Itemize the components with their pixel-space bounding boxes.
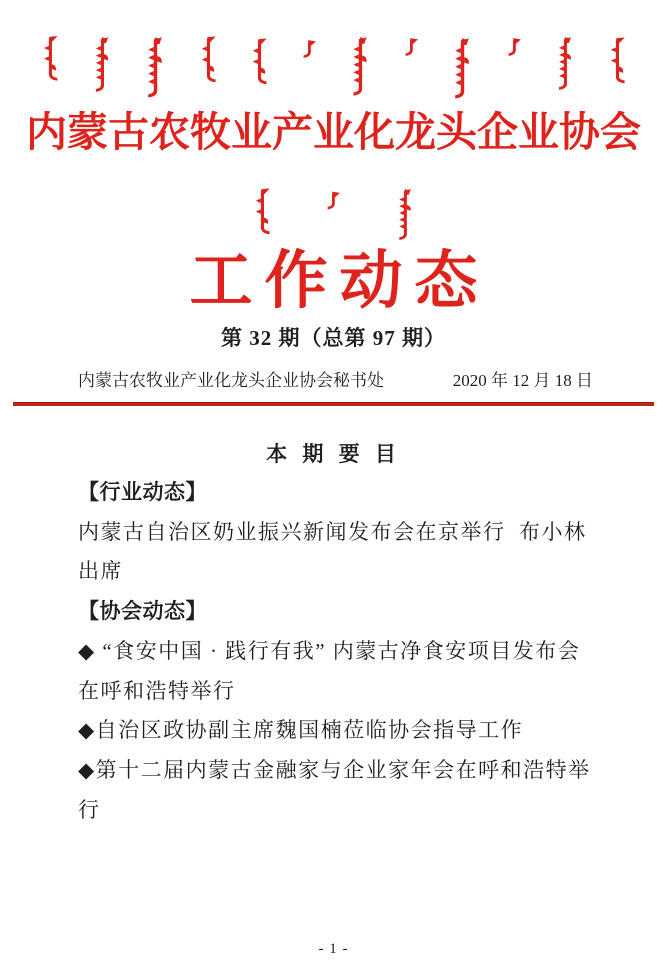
mongolian-glyph-icon [91,36,113,94]
toc-item: ◆第十二届内蒙古金融家与企业家年会在呼和浩特举行 [78,757,591,822]
mongolian-glyph-icon [144,36,166,100]
issue-number-line: 第 32 期（总第 97 期） [221,326,446,350]
toc-item: ◆自治区政协副主席魏国楠莅临协会指导工作 [78,718,524,743]
organization-title: 内蒙古农牧业产业化龙头企业协会 [26,109,641,155]
page-number: - 1 - [318,941,349,957]
mongolian-glyph-icon [451,36,473,102]
mongolian-glyph-icon [402,36,420,60]
publish-date: 2020 年 12 月 18 日 [452,371,593,390]
mongolian-glyph-icon [198,36,218,84]
table-of-contents [78,473,596,830]
toc-item: ◆ “食安中国 · 践行有我” 内蒙古净食安项目发布会在呼和浩特举行 [78,638,581,703]
mongolian-script-top-icon [0,36,667,106]
contents-heading: 本 期 要 目 [266,442,401,466]
mongolian-glyph-icon [249,36,269,88]
toc-item: 内蒙古自治区奶业振兴新闻发布会在京举行 布小林出席 [78,519,587,584]
mongolian-glyph-icon [252,188,272,236]
mongolian-glyph-icon [607,36,627,86]
red-divider-rule [13,402,654,406]
mongolian-glyph-icon [505,36,523,60]
mongolian-glyph-icon [300,36,318,64]
mongolian-glyph-icon [554,36,576,92]
mongolian-glyph-icon [40,36,60,82]
publisher-name: 内蒙古农牧业产业化龙头企业协会秘书处 [78,371,384,390]
mongolian-glyph-icon [349,36,371,98]
mongolian-glyph-icon [324,188,342,215]
section-label-industry: 【行业动态】 [78,481,207,504]
bulletin-title: 工作动态 [189,246,490,316]
publisher-row [78,366,593,391]
section-label-association: 【协会动态】 [78,600,207,624]
